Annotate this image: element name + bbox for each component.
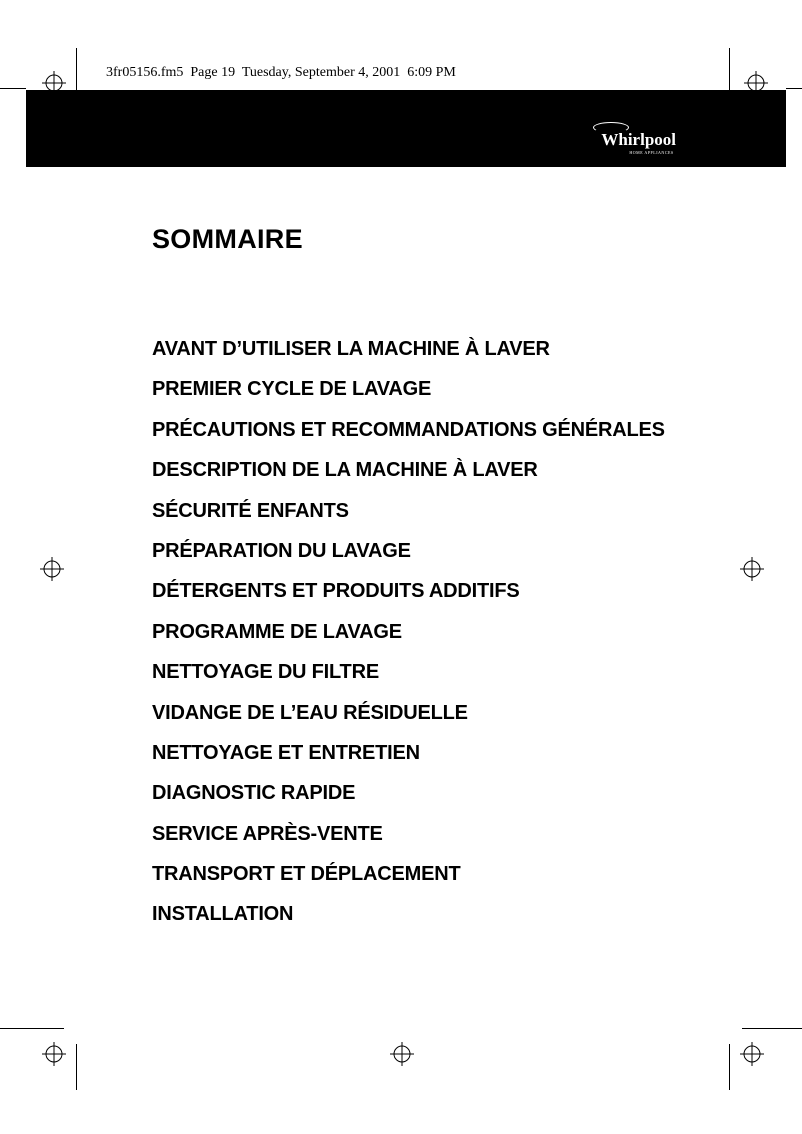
whirlpool-logo (601, 130, 676, 155)
crop-mark-line (76, 48, 77, 90)
toc-item: DIAGNOSTIC RAPIDE (152, 782, 356, 805)
crop-mark-line (729, 1044, 730, 1090)
toc-item: PROGRAMME DE LAVAGE (152, 620, 402, 643)
toc-item: NETTOYAGE ET ENTRETIEN (152, 741, 420, 764)
logo-tagline: HOME APPLIANCES (629, 150, 674, 155)
toc-item: PRÉCAUTIONS ET RECOMMANDATIONS GÉNÉRALES (152, 418, 665, 441)
toc-item: DESCRIPTION DE LA MACHINE À LAVER (152, 459, 538, 482)
toc-item: PRÉPARATION DU LAVAGE (152, 539, 411, 562)
crop-mark-line (786, 88, 802, 89)
registration-mark-icon (42, 1042, 66, 1066)
logo-text: Whirlpool (601, 130, 676, 149)
registration-mark-icon (740, 1042, 764, 1066)
crop-mark-line (76, 1044, 77, 1090)
page-title: SOMMAIRE (152, 224, 303, 254)
header-band (26, 90, 786, 167)
print-header: 3fr05156.fm5 Page 19 Tuesday, September 4, 2001 6:09 PM (106, 65, 456, 80)
crop-mark-line (0, 88, 26, 89)
registration-mark-icon (390, 1042, 414, 1066)
registration-mark-icon (40, 557, 64, 581)
toc-item: DÉTERGENTS ET PRODUITS ADDITIFS (152, 580, 520, 603)
toc-item: NETTOYAGE DU FILTRE (152, 661, 379, 684)
toc-item: TRANSPORT ET DÉPLACEMENT (152, 863, 461, 886)
toc-item: INSTALLATION (152, 903, 294, 926)
crop-mark-line (729, 48, 730, 90)
crop-mark-line (742, 1028, 802, 1029)
toc-item: AVANT D’UTILISER LA MACHINE À LAVER (152, 338, 550, 360)
table-of-contents (152, 336, 665, 942)
toc-item: VIDANGE DE L’EAU RÉSIDUELLE (152, 701, 468, 724)
toc-item: SERVICE APRÈS-VENTE (152, 822, 383, 845)
crop-mark-line (0, 1028, 64, 1029)
registration-mark-icon (42, 71, 66, 95)
registration-mark-icon (740, 557, 764, 581)
toc-item: PREMIER CYCLE DE LAVAGE (152, 378, 432, 401)
registration-mark-icon (744, 71, 768, 95)
toc-item: SÉCURITÉ ENFANTS (152, 499, 349, 522)
